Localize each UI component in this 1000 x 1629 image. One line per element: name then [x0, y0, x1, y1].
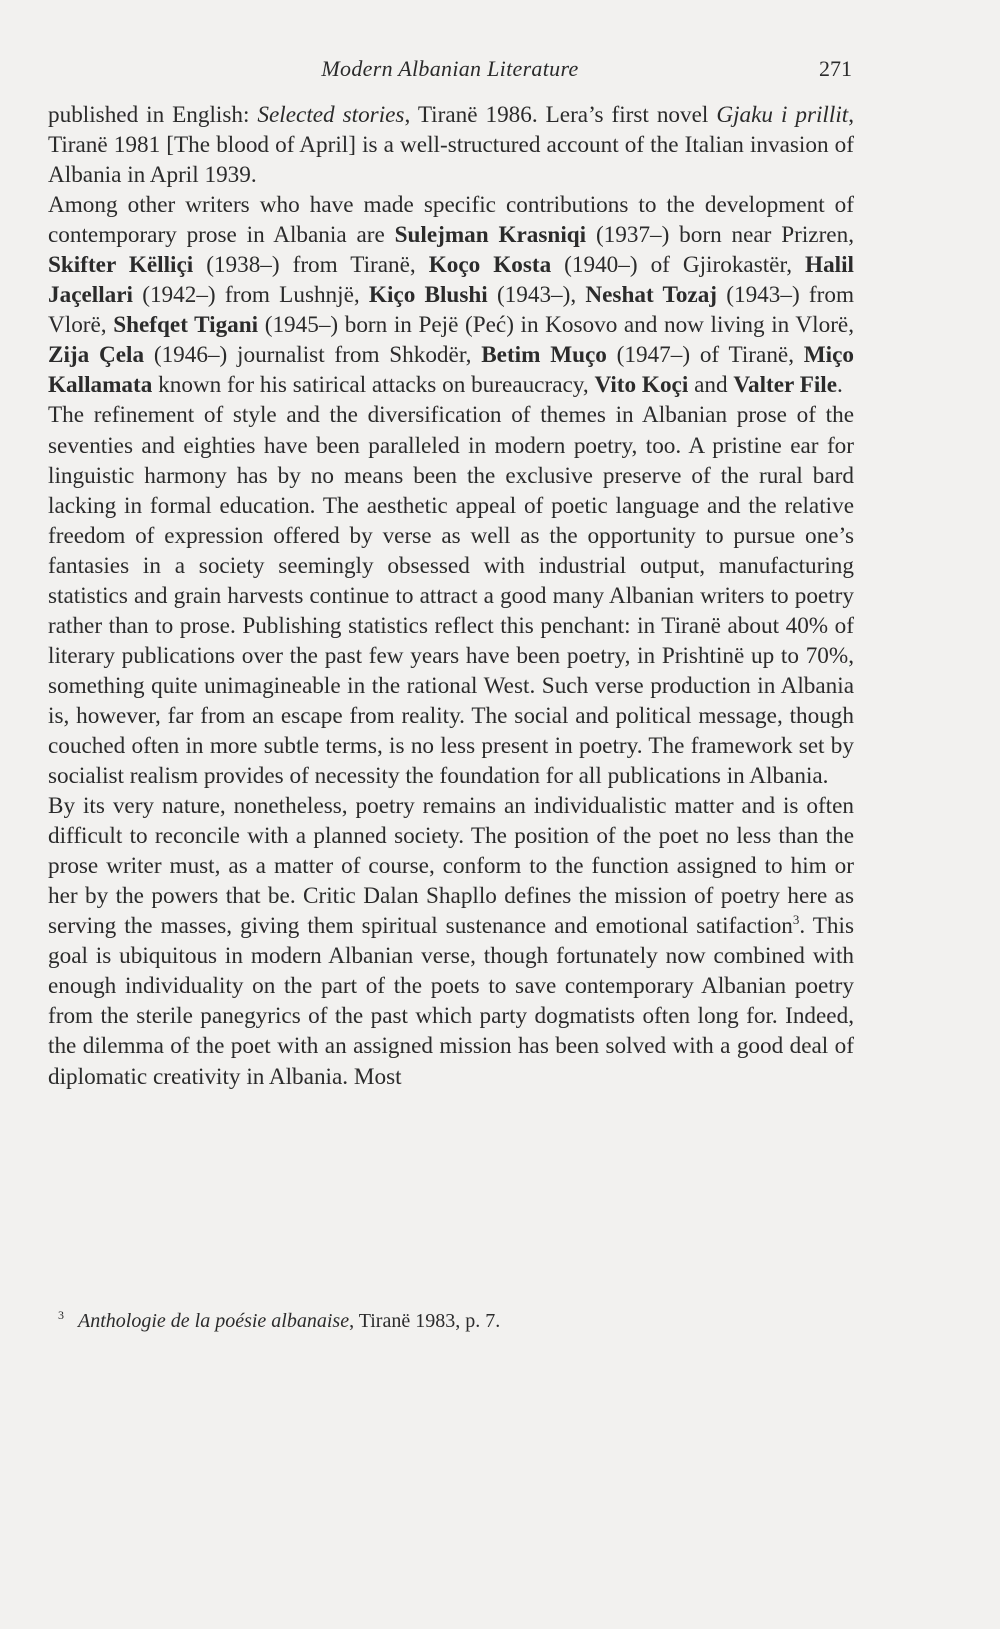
text-run: (1945–) born in Pejë (Peć) in Kosovo and now living in Vlorë,: [258, 312, 855, 339]
text-run: (1942–) from Lushnjë,: [132, 282, 369, 309]
text-run: .: [837, 372, 843, 399]
text-run: (1937–) born near Prizren,: [586, 222, 854, 249]
running-head: [48, 56, 852, 90]
author-name: Sulejman Krasniqi: [394, 222, 587, 249]
author-name: Miço Kallamata: [48, 342, 854, 399]
author-name: Betim Muço: [481, 342, 607, 369]
page-number: 271: [819, 56, 852, 81]
author-name: Skifter Këlliçi: [48, 252, 194, 279]
book-title: Selected stories: [257, 102, 405, 128]
author-name: Kiço Blushi: [368, 282, 488, 309]
author-name: Zija Çela: [48, 342, 145, 369]
author-name: Halil Jaçellari: [48, 252, 854, 309]
text-run: known for his satirical attacks on bureaucracy,: [152, 372, 595, 399]
footnote-marker: 3: [58, 1308, 64, 1322]
author-name: Shefqet Tigani: [113, 312, 259, 339]
footnote-title: Anthologie de la poésie albanaise: [78, 1310, 350, 1332]
paragraph-1: [48, 100, 854, 190]
author-name: Neshat Tozaj: [585, 282, 718, 309]
text-run: . This goal is ubiquitous in modern Albanian verse, though fortunately now combined with enough individuality on the part of the poets to save contemporary Albanian poetry from the sterile panegyrics of the past which party dogmatists often long for. Indeed, the dilemma of the poet with an assigned mission has been solved with a good deal of diplomatic creativity in Albania. Most: [48, 913, 854, 1090]
paragraph-3: The refinement of style and the diversification of themes in Albanian prose of the seventies and eighties have been paralleled in modern poetry, too. A pristine ear for linguistic harmony has by no means been the exclusive preserve of the rural bard lacking in formal education. The aesthetic appeal of poetic language and the relative freedom of expression offered by verse as well as the opportunity to pursue one’s fantasies in a society seemingly obsessed with industrial output, manufacturing statistics and grain harvests continue to attract a good many Albanian writers to poetry rather than to prose. Publishing statistics reflect this penchant: in Tiranë about 40% of literary publications over the past few years have been poetry, in Prishtinë up to 70%, something quite unimagineable in the rational West. Such verse production in Albania is, however, far from an escape from reality. The social and political message, though couched often in more subtle terms, is no less present in poetry. The framework set by socialist realism provides of necessity the foundation for all publications in Albania.: [48, 402, 854, 790]
paragraph-4: [48, 791, 854, 1091]
text-run: (1940–) of Gjirokastër,: [551, 252, 806, 279]
text-run: , Tiranë 1986. Lera’s first novel: [404, 102, 717, 128]
footnote-citation: , Tiranë 1983, p. 7.: [349, 1310, 501, 1332]
text-run: , Tiranë 1981 [The blood of April] is a well-structured account of the Italian invasion of Albania in April 1939.: [48, 102, 854, 189]
text-run: (1946–) journalist from Shkodër,: [144, 342, 482, 369]
body-text: [48, 100, 854, 1092]
running-title: Modern Albanian Literature: [321, 56, 579, 81]
author-name: Koço Kosta: [428, 252, 552, 279]
book-title: Gjaku i prillit: [716, 102, 849, 128]
text-run: (1938–) from Tiranë,: [193, 252, 429, 279]
text-run: (1943–) from Vlorë,: [48, 282, 854, 339]
footnote: [58, 1308, 838, 1334]
text-run: Among other writers who have made specific contributions to the development of contemporary prose in Albania are: [48, 192, 854, 249]
text-run: By its very nature, nonetheless, poetry remains an individualistic matter and is often difficult to reconcile with a planned society. The position of the poet no less than the prose writer must, as a matter of course, conform to the function assigned to him or her by the powers that be. Critic Dalan Shapllo defines the mission of poetry here as serving the masses, giving them spiritual sustenance and emotional satifaction: [48, 793, 854, 940]
text-run: (1947–) of Tiranë,: [606, 342, 804, 369]
text-run: and: [688, 372, 734, 399]
paragraph-2: [48, 190, 854, 400]
author-name: Vito Koçi: [594, 372, 689, 399]
text-run: published in English:: [48, 102, 258, 128]
author-name: Valter File: [733, 372, 838, 399]
text-run: (1943–),: [487, 282, 586, 309]
footnote-reference[interactable]: 3: [792, 912, 800, 928]
